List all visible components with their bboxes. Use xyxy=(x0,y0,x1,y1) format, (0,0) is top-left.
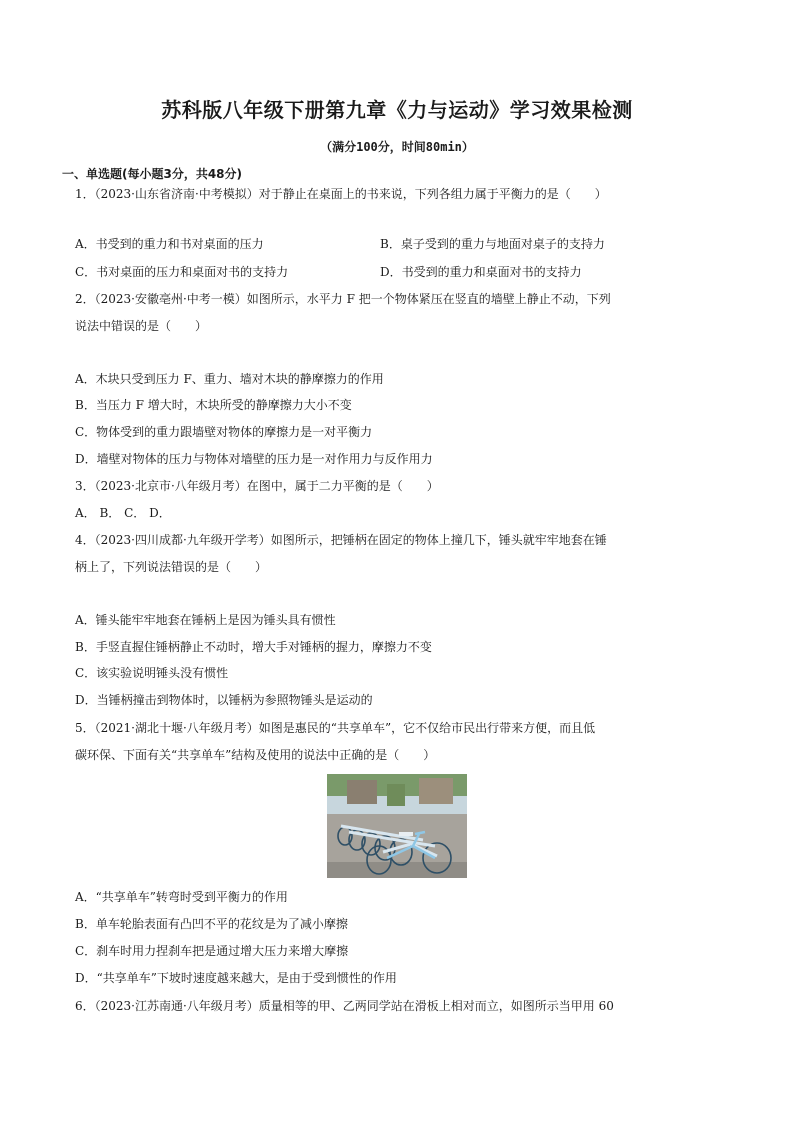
question-4-stem-line1: 4．（2023·四川成都·九年级开学考）如图所示，把锤柄在固定的物体上撞几下，锤头就牢牢地套在锤 xyxy=(75,533,607,547)
question-2-option-d: D．墙壁对物体的压力与物体对墙壁的压力是一对作用力与反作用力 xyxy=(75,452,433,466)
question-2-option-b: B．当压力 F 增大时，木块所受的静摩擦力大小不变 xyxy=(75,398,352,412)
question-4-option-a: A．锤头能牢牢地套在锤柄上是因为锤头具有惯性 xyxy=(75,613,336,627)
question-1-option-d: D．书受到的重力和桌面对书的支持力 xyxy=(380,265,582,279)
question-6-stem-line1: 6．（2023·江苏南通·八年级月考）质量相等的甲、乙两同学站在滑板上相对而立，如图所示当甲用 60 xyxy=(75,999,614,1013)
question-5-stem-line2: 碳环保、下面有关“共享单车”结构及使用的说法中正确的是（ ） xyxy=(75,748,436,762)
question-3-stem: 3．（2023·北京市·八年级月考）在图中，属于二力平衡的是（ ） xyxy=(75,479,439,493)
question-1-option-c: C．书对桌面的压力和桌面对书的支持力 xyxy=(75,265,289,279)
question-1-option-a: A．书受到的重力和书对桌面的压力 xyxy=(75,237,264,251)
page-title: 苏科版八年级下册第九章《力与运动》学习效果检测 xyxy=(161,98,633,122)
question-4-option-b: B．手竖直握住锤柄静止不动时，增大手对锤柄的握力，摩擦力不变 xyxy=(75,640,432,654)
question-2-stem-line1: 2．（2023·安徽亳州·中考一模）如图所示，水平力 F 把一个物体紧压在竖直的墙壁上静止不动，下列 xyxy=(75,292,611,306)
section-heading: 一、单选题(每小题3分，共48分) xyxy=(62,167,243,181)
question-1-stem: 1．（2023·山东省济南·中考模拟）对于静止在桌面上的书来说，下列各组力属于平衡力的是（ ） xyxy=(75,187,607,201)
question-5-option-d: D．“共享单车”下坡时速度越来越大，是由于受到惯性的作用 xyxy=(75,971,397,985)
question-5-option-a: A．“共享单车”转弯时受到平衡力的作用 xyxy=(75,890,288,904)
page-subtitle: （满分100分，时间80min） xyxy=(320,140,474,154)
question-3-options: A． B． C． D． xyxy=(75,506,171,520)
shared-bikes-illustration xyxy=(327,774,467,878)
question-2-option-a: A．木块只受到压力 F、重力、墙对木块的静摩擦力的作用 xyxy=(75,372,384,386)
question-4-stem-line2: 柄上了，下列说法错误的是（ ） xyxy=(75,560,268,574)
question-5-option-c: C．刹车时用力捏刹车把是通过增大压力来增大摩擦 xyxy=(75,944,349,958)
question-5-option-b: B．单车轮胎表面有凸凹不平的花纹是为了减小摩擦 xyxy=(75,917,348,931)
question-1-option-b: B．桌子受到的重力与地面对桌子的支持力 xyxy=(380,237,605,251)
question-5-stem-line1: 5．（2021·湖北十堰·八年级月考）如图是惠民的“共享单车”，它不仅给市民出行带来方便，而且低 xyxy=(75,721,596,735)
question-4-option-d: D．当锤柄撞击到物体时，以锤柄为参照物锤头是运动的 xyxy=(75,693,373,707)
shared-bikes-photo xyxy=(327,774,467,878)
question-2-option-c: C．物体受到的重力跟墙壁对物体的摩擦力是一对平衡力 xyxy=(75,425,373,439)
question-4-option-c: C．该实验说明锤头没有惯性 xyxy=(75,666,229,680)
question-2-stem-line2: 说法中错误的是（ ） xyxy=(75,319,208,333)
